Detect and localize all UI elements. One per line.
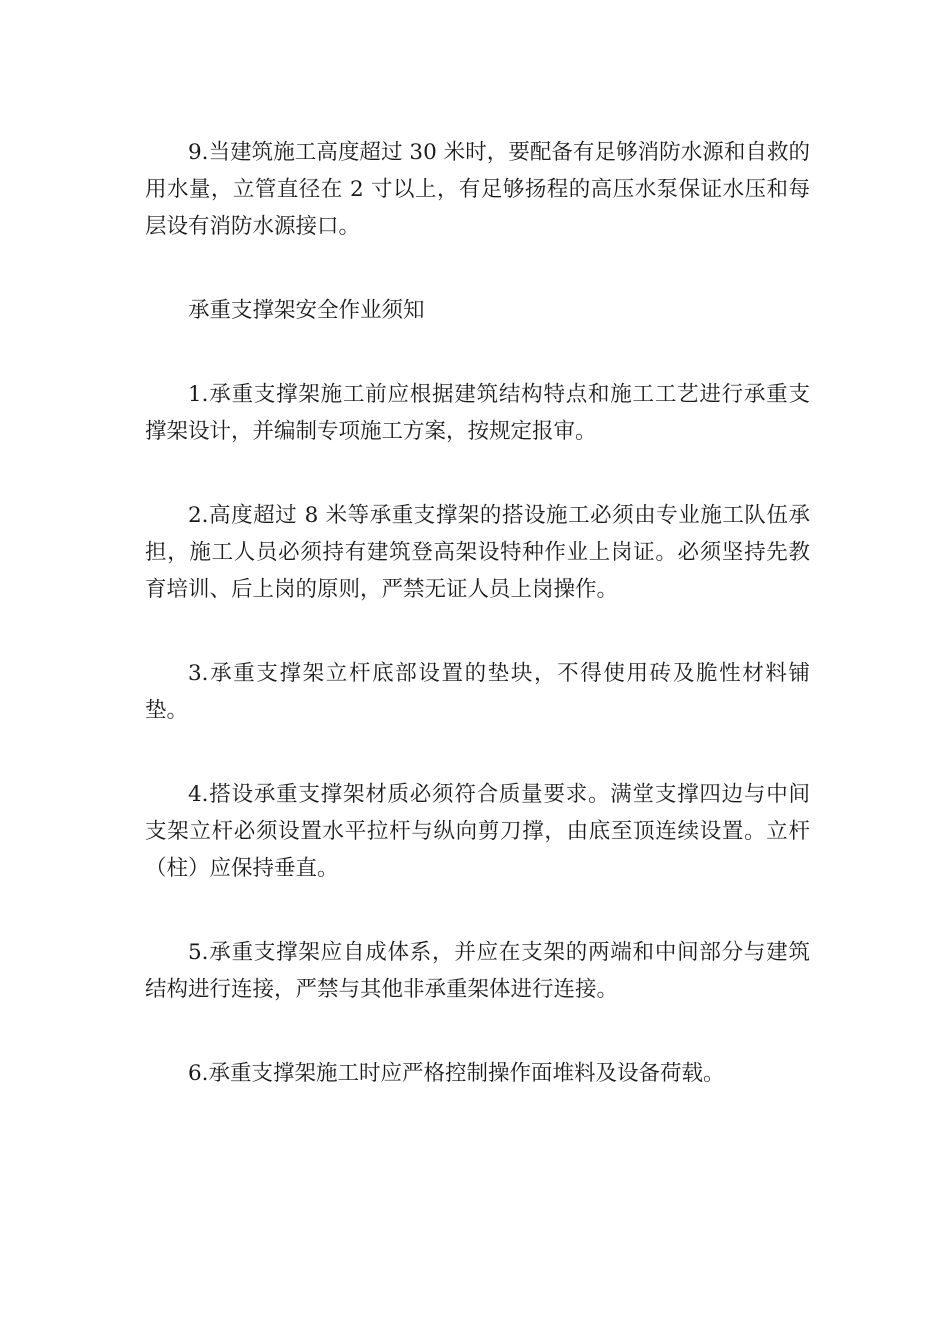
paragraph-item-9: 9.当建筑施工高度超过 30 米时，要配备有足够消防水源和自救的用水量，立管直径在 2 寸以上，有足够扬程的高压水泵保证水压和每层设有消防水源接口。 bbox=[145, 140, 810, 239]
document-body bbox=[145, 134, 810, 1139]
paragraph-item-4: 4.搭设承重支撑架材质必须符合质量要求。满堂支撑四边与中间支架立杆必须设置水平拉杆与纵向剪刀撑，由底至顶连续设置。立杆（柱）应保持垂直。 bbox=[145, 782, 810, 881]
paragraph-item-6: 6.承重支撑架施工时应严格控制操作面堆料及设备荷载。 bbox=[188, 1061, 725, 1086]
paragraph-item-1: 1.承重支撑架施工前应根据建筑结构特点和施工工艺进行承重支撑架设计，并编制专项施工方案，按规定报审。 bbox=[145, 382, 810, 444]
paragraph-item-3: 3.承重支撑架立杆底部设置的垫块，不得使用砖及脆性材料铺垫。 bbox=[145, 661, 810, 723]
paragraph-item-5: 5.承重支撑架应自成体系，并应在支架的两端和中间部分与建筑结构进行连接，严禁与其他非承重架体进行连接。 bbox=[145, 940, 810, 1002]
paragraph-item-2: 2.高度超过 8 米等承重支撑架的搭设施工必须由专业施工队伍承担，施工人员必须持有建筑登高架设特种作业上岗证。必须坚持先教育培训、后上岗的原则，严禁无证人员上岗操作。 bbox=[145, 503, 810, 602]
section-heading: 承重支撑架安全作业须知 bbox=[188, 298, 425, 323]
